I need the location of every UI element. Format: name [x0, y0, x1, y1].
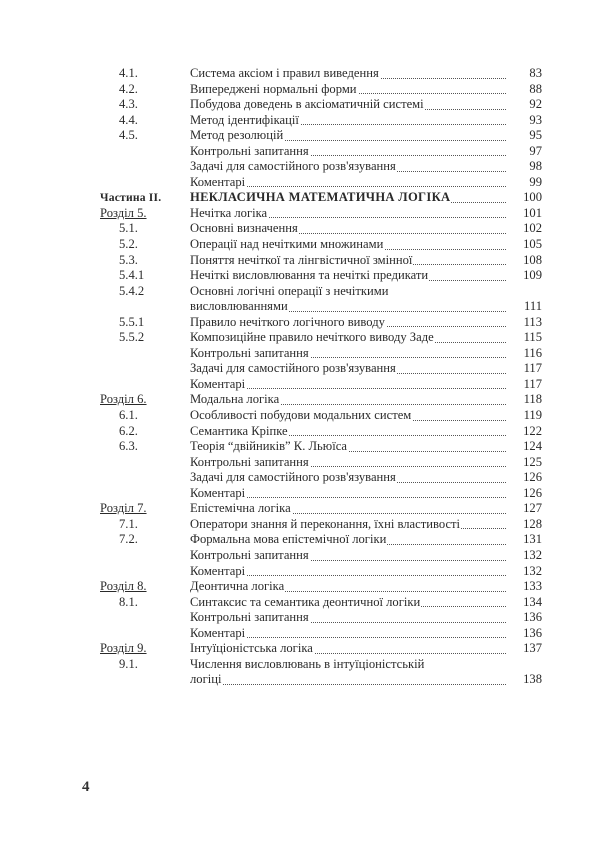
toc-entry[interactable]: [100, 346, 542, 362]
toc-entry[interactable]: [100, 455, 542, 471]
toc-entry[interactable]: [100, 439, 542, 455]
entry-title-text: Задачі для самостійного розв'язування: [190, 470, 396, 485]
entry-title-text: Побудова доведень в аксіоматичній системі: [190, 97, 424, 112]
entry-title: [190, 221, 512, 237]
entry-page-number: 134: [523, 594, 542, 609]
entry-page-number: 108: [523, 252, 542, 267]
entry-page-number: 93: [529, 112, 542, 127]
section-number: 6.2.: [119, 423, 138, 438]
section-number: 5.3.: [119, 252, 138, 267]
toc-entry[interactable]: [100, 408, 542, 424]
toc-entry[interactable]: [100, 641, 542, 657]
toc-entry[interactable]: [100, 268, 542, 284]
entry-title: [190, 206, 512, 222]
entry-title: [190, 144, 512, 160]
entry-page-number: 92: [529, 97, 542, 112]
chapter-number: Розділ 6.: [100, 392, 147, 407]
entry-title-text: Метод ідентифікації: [190, 112, 299, 127]
entry-title: [190, 190, 512, 206]
entry-page-number: 105: [523, 237, 542, 252]
entry-title: [190, 424, 512, 440]
toc-entry[interactable]: [100, 221, 542, 237]
entry-title-text: Коментарі: [190, 625, 246, 640]
entry-title: [190, 113, 512, 129]
section-number: 8.1.: [119, 594, 138, 609]
entry-title-text: Метод резолюцій: [190, 128, 284, 143]
toc-entry[interactable]: [100, 564, 542, 580]
entry-page-number: 113: [523, 314, 542, 329]
entry-title-line2: висловлюваннями: [190, 299, 288, 314]
chapter-number: Розділ 7.: [100, 501, 147, 516]
entry-title-line1: Основні логічні операції з нечіткими: [190, 283, 389, 298]
entry-page-number: 116: [523, 345, 542, 360]
section-number: 4.2.: [119, 81, 138, 96]
toc-entry[interactable]: [100, 82, 542, 98]
section-number: 5.4.2: [119, 283, 145, 298]
entry-title: [190, 579, 512, 595]
section-number: 4.1.: [119, 66, 138, 80]
entry-title-text: Синтаксис та семантика деонтичної логіки: [190, 594, 421, 609]
part-number: Частина ІІ.: [100, 191, 162, 205]
entry-page-number: 118: [523, 392, 542, 407]
toc-entry[interactable]: [100, 237, 542, 253]
entry-page-number: 128: [523, 516, 542, 531]
toc-entry[interactable]: [100, 486, 542, 502]
entry-title-text: Коментарі: [190, 563, 246, 578]
page-number: 4: [82, 779, 90, 795]
entry-title: [190, 66, 512, 82]
section-number: 7.1.: [119, 516, 138, 531]
entry-title-text: НЕКЛАСИЧНА МАТЕМАТИЧНА ЛОГІКА: [190, 190, 451, 205]
toc-entry[interactable]: [100, 548, 542, 564]
entry-page-number: 117: [523, 376, 542, 391]
section-number: 5.1.: [119, 221, 138, 236]
entry-page-number: 99: [529, 174, 542, 189]
entry-title-text: Система аксіом і правил виведення: [190, 66, 379, 80]
toc-entry[interactable]: [100, 501, 542, 517]
entry-title-text: Контрольні запитання: [190, 454, 309, 469]
entry-title: [190, 641, 512, 657]
entry-title-line2: логіці: [190, 672, 222, 687]
entry-page-number: 97: [529, 143, 542, 158]
entry-title: [190, 82, 512, 98]
section-number: 5.5.2: [119, 330, 145, 345]
entry-page-number: 133: [523, 579, 542, 594]
entry-title-text: Правило нечіткого логічного виводу: [190, 314, 385, 329]
section-number: 4.4.: [119, 112, 138, 127]
toc-entry[interactable]: [100, 253, 542, 269]
entry-title: [190, 392, 512, 408]
table-of-contents: [100, 66, 542, 688]
entry-page-number: 132: [523, 563, 542, 578]
entry-title-text: Оператори знання й переконання, їхні властивості: [190, 516, 461, 531]
entry-page-number: 125: [523, 454, 542, 469]
entry-page-number: 127: [523, 501, 542, 516]
entry-title: [190, 532, 512, 548]
entry-title-text: Контрольні запитання: [190, 610, 309, 625]
entry-title-text: Задачі для самостійного розв'язування: [190, 361, 396, 376]
entry-page-number: 124: [523, 439, 542, 454]
entry-title: [190, 626, 512, 642]
entry-title-text: Поняття нечіткої та лінгвістичної змінної: [190, 252, 413, 267]
toc-entry[interactable]: [100, 97, 542, 113]
toc-entry[interactable]: [100, 361, 542, 377]
entry-title: [190, 330, 512, 346]
entry-title-text: Композиційне правило нечіткого виводу Заде: [190, 330, 434, 345]
entry-title-text: Контрольні запитання: [190, 547, 309, 562]
entry-title: [190, 657, 512, 688]
entry-title-text: Модальна логіка: [190, 392, 280, 407]
entry-title-text: Випереджені нормальні форми: [190, 81, 357, 96]
entry-title: [190, 377, 512, 393]
section-number: 5.5.1: [119, 314, 145, 329]
entry-title: [190, 595, 512, 611]
entry-page-number: 136: [523, 610, 542, 625]
entry-page-number: 111: [524, 299, 542, 314]
entry-title: [190, 237, 512, 253]
entry-title: [190, 564, 512, 580]
entry-page-number: 136: [523, 625, 542, 640]
toc-entry[interactable]: [100, 610, 542, 626]
entry-title-text: Коментарі: [190, 376, 246, 391]
section-number: 6.3.: [119, 439, 138, 454]
entry-page-number: 88: [529, 81, 542, 96]
entry-title-text: Коментарі: [190, 174, 246, 189]
entry-title: [190, 346, 512, 362]
entry-title-text: Коментарі: [190, 485, 246, 500]
entry-title-text: Нечітка логіка: [190, 205, 268, 220]
dot-leader: [190, 684, 506, 685]
toc-entry[interactable]: [100, 144, 542, 160]
entry-title: [190, 128, 512, 144]
toc-entry[interactable]: [100, 470, 542, 486]
toc-entry[interactable]: [100, 128, 542, 144]
entry-page-number: 131: [523, 532, 542, 547]
entry-title-text: Задачі для самостійного розв'язування: [190, 159, 396, 174]
toc-entry[interactable]: [100, 595, 542, 611]
entry-title-text: Формальна мова епістемічної логіки: [190, 532, 387, 547]
entry-title: [190, 253, 512, 269]
toc-entry[interactable]: [100, 284, 542, 315]
entry-title-text: Семантика Кріпке: [190, 423, 288, 438]
toc-entry[interactable]: [100, 159, 542, 175]
entry-title-text: Контрольні запитання: [190, 143, 309, 158]
entry-title: [190, 175, 512, 191]
section-number: 9.1.: [119, 656, 138, 671]
entry-title: [190, 470, 512, 486]
toc-entry[interactable]: [100, 657, 542, 688]
entry-page-number: 122: [523, 423, 542, 438]
entry-title: [190, 408, 512, 424]
chapter-number: Розділ 9.: [100, 641, 147, 656]
section-number: 6.1.: [119, 408, 138, 423]
toc-entry[interactable]: [100, 315, 542, 331]
toc-entry[interactable]: [100, 175, 542, 191]
entry-page-number: 126: [523, 485, 542, 500]
chapter-number: Розділ 8.: [100, 579, 147, 594]
toc-entry[interactable]: [100, 392, 542, 408]
entry-title: [190, 610, 512, 626]
entry-page-number: 119: [523, 408, 542, 423]
entry-page-number: 100: [523, 190, 542, 205]
entry-page-number: 117: [523, 361, 542, 376]
entry-title: [190, 486, 512, 502]
toc-entry[interactable]: [100, 377, 542, 393]
entry-page-number: 102: [523, 221, 542, 236]
entry-page-number: 126: [523, 470, 542, 485]
toc-entry[interactable]: [100, 206, 542, 222]
entry-title-text: Особливості побудови модальних систем: [190, 408, 412, 423]
entry-title-text: Основні визначення: [190, 221, 298, 236]
section-number: 5.4.1: [119, 268, 145, 283]
entry-title-text: Епістемічна логіка: [190, 501, 291, 516]
entry-title: [190, 548, 512, 564]
entry-title: [190, 159, 512, 175]
entry-title-text: Операції над нечіткими множинами: [190, 237, 384, 252]
toc-entry[interactable]: [100, 424, 542, 440]
entry-page-number: 137: [523, 641, 542, 656]
entry-title-text: Інтуїціоністська логіка: [190, 641, 313, 656]
toc-entry[interactable]: [100, 532, 542, 548]
entry-title: [190, 97, 512, 113]
toc-entry[interactable]: [100, 66, 542, 82]
entry-page-number: 138: [523, 672, 542, 687]
entry-title: [190, 315, 512, 331]
entry-title: [190, 439, 512, 455]
entry-page-number: 83: [529, 66, 542, 80]
toc-entry[interactable]: [100, 330, 542, 346]
entry-title-text: Нечіткі висловлювання та нечіткі предикати: [190, 268, 429, 283]
toc-entry[interactable]: [100, 190, 542, 206]
section-number: 4.5.: [119, 128, 138, 143]
entry-page-number: 132: [523, 547, 542, 562]
entry-page-number: 95: [529, 128, 542, 143]
entry-page-number: 109: [523, 268, 542, 283]
entry-title-text: Деонтична логіка: [190, 579, 285, 594]
entry-title: [190, 517, 512, 533]
entry-title: [190, 501, 512, 517]
section-number: 5.2.: [119, 237, 138, 252]
entry-title: [190, 284, 512, 315]
entry-page-number: 98: [529, 159, 542, 174]
toc-entry[interactable]: [100, 579, 542, 595]
entry-page-number: 115: [523, 330, 542, 345]
entry-title-text: Теорія “двійників” К. Льюїса: [190, 439, 348, 454]
toc-entry[interactable]: [100, 113, 542, 129]
entry-title-line1: Числення висловлювань в інтуїціоністській: [190, 656, 425, 671]
entry-title-text: Контрольні запитання: [190, 345, 309, 360]
entry-title: [190, 455, 512, 471]
entry-page-number: 101: [523, 205, 542, 220]
chapter-number: Розділ 5.: [100, 205, 147, 220]
toc-entry[interactable]: [100, 517, 542, 533]
section-number: 4.3.: [119, 97, 138, 112]
entry-title: [190, 268, 512, 284]
toc-entry[interactable]: [100, 626, 542, 642]
entry-title: [190, 361, 512, 377]
section-number: 7.2.: [119, 532, 138, 547]
